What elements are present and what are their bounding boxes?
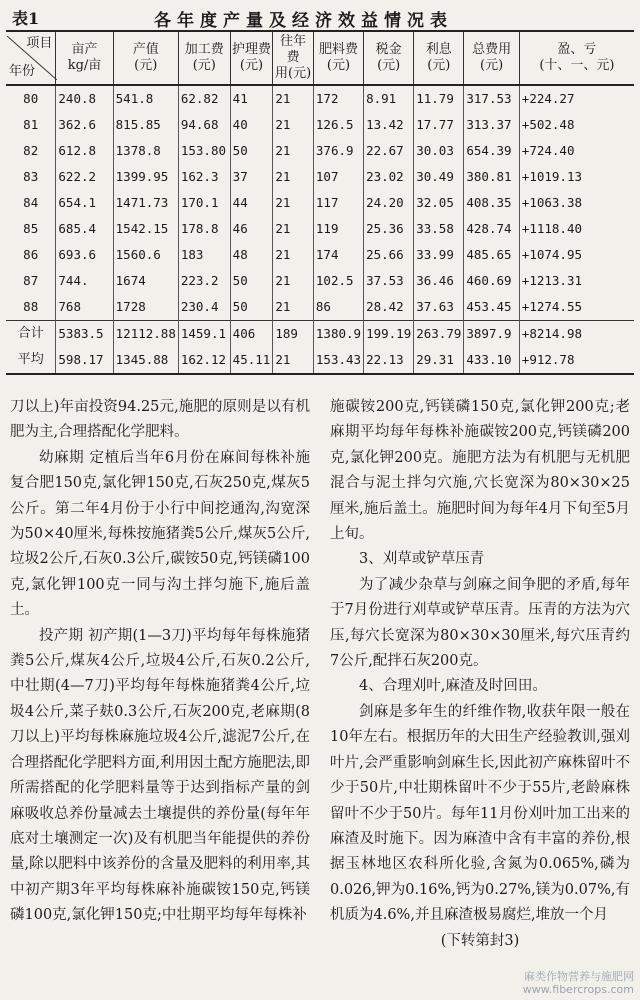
table-row	[6, 294, 634, 321]
table-cell: 28.42	[364, 294, 414, 321]
table-cell: 21	[273, 190, 314, 216]
table-cell: 654.1	[56, 190, 113, 216]
paragraph: 剑麻是多年生的纤维作物,收获年限一般在10年左右。根据历年的大田生产经验教训,强刈叶片,会严重影响剑麻生长,因此初产麻株留叶不少于50片,中壮期株留叶不少于55片,老龄麻株留叶不少于50片。每年11月份刈叶加工出来的麻渣及时施下。因为麻渣中含有丰富的养份,根据玉林地区农科所化验,含氮为0.065%,磷为0.026,钾为0.16%,钙为0.27%,镁为0.07%,有机质为4.6%,并且麻渣极易腐烂,堆放一个月	[330, 703, 630, 924]
table-cell: 598.17	[56, 347, 113, 374]
table-cell: 24.20	[364, 190, 414, 216]
row-label: 86	[23, 247, 39, 262]
corner-top-label: 项目	[26, 36, 53, 51]
table-cell: 1459.1	[178, 321, 230, 348]
table-cell: 622.2	[56, 164, 113, 190]
watermark-line-1: 麻类作物营养与施肥网	[524, 970, 634, 983]
table-cell: 1471.73	[113, 190, 178, 216]
row-label: 84	[23, 195, 39, 210]
table-cell: 768	[56, 294, 113, 321]
table-cell: 162.12	[178, 347, 230, 374]
table-cell: 172	[313, 85, 363, 112]
table-cell: +502.48	[519, 112, 634, 138]
column-header: 往年费 用(元)	[273, 31, 314, 85]
row-label: 80	[23, 91, 39, 106]
table-cell: 223.2	[178, 268, 230, 294]
table-cell: 189	[273, 321, 314, 348]
table-cell: 62.82	[178, 85, 230, 112]
paragraph: 投产期 初产期(1—3刀)平均每年每株施猪粪5公斤,煤灰4公斤,垃圾4公斤,石灰0.2公斤,中壮期(4—7刀)平均每年每株施猪粪4公斤,垃圾4公斤,菜子麸0.3公斤,石灰200克,老麻期(8刀以上)平均每株麻施垃圾4公斤,滤泥7公斤,在合理搭配化学肥料方面,利用因土配方施肥法,即所需搭配的化学肥料量等于达到指标产量的剑麻吸收总养份量减去土壤提供的养份量(每年年底对土壤测定一次)及有机肥当年能提供的养份量,除以肥料中该养份的含量及肥料的利用率,其中初产期3年平均每株麻补施碳铵150克,钙镁磷100克,氯化钾150克;中壮期平均每年每株补	[10, 627, 310, 924]
table-cell: 102.5	[313, 268, 363, 294]
table-cell: 8.91	[364, 85, 414, 112]
table-number: 表1	[12, 9, 40, 28]
row-label: 82	[23, 143, 39, 158]
table-cell: 37	[230, 164, 273, 190]
yield-economics-table	[6, 30, 634, 375]
column-header: 总费用 (元)	[464, 31, 519, 85]
table-cell: +724.40	[519, 138, 634, 164]
table-cell: +1118.40	[519, 216, 634, 242]
table-row	[6, 268, 634, 294]
table-cell: 48	[230, 242, 273, 268]
table-cell: 25.36	[364, 216, 414, 242]
table-cell: 1728	[113, 294, 178, 321]
table-cell: 362.6	[56, 112, 113, 138]
corner-header	[6, 31, 56, 85]
body-column-left	[10, 395, 310, 929]
table-cell: 744.	[56, 268, 113, 294]
table-cell: 21	[273, 294, 314, 321]
row-label: 81	[23, 117, 39, 132]
table-cell: 21	[273, 268, 314, 294]
table-cell: 815.85	[113, 112, 178, 138]
table-cell: 1378.8	[113, 138, 178, 164]
paragraph: 幼麻期 定植后当年6月份在麻间每株补施复合肥150克,氯化钾150克,石灰250克,煤灰5公斤。第二年4月份于小行中间挖通沟,沟宽深为50×40厘米,每株按施猪粪5公斤,煤灰5公斤,垃圾2公斤,石灰0.3公斤,碳铵50克,钙镁磷100克,氯化钾100克一同与沟土拌匀施下,施后盖土。	[10, 449, 310, 619]
table-cell: 33.58	[414, 216, 464, 242]
table-cell: 541.8	[113, 85, 178, 112]
table-row	[6, 321, 634, 348]
table-cell: 22.67	[364, 138, 414, 164]
table-cell: 50	[230, 138, 273, 164]
table-cell: 460.69	[464, 268, 519, 294]
table-cell: 406	[230, 321, 273, 348]
table-cell: 199.19	[364, 321, 414, 348]
table-cell: 313.37	[464, 112, 519, 138]
row-label: 85	[23, 221, 39, 236]
table-cell: 428.74	[464, 216, 519, 242]
table-cell: 21	[273, 216, 314, 242]
column-header: 加工费 (元)	[178, 31, 230, 85]
table-cell: 1380.9	[313, 321, 363, 348]
table-cell: 21	[273, 85, 314, 112]
table-cell: 240.8	[56, 85, 113, 112]
table-cell: 12112.88	[113, 321, 178, 348]
table-cell: 153.80	[178, 138, 230, 164]
table-cell: 45.11	[230, 347, 273, 374]
table-cell: 33.99	[414, 242, 464, 268]
table-header-row	[6, 31, 634, 85]
table-cell: 36.46	[414, 268, 464, 294]
table-cell: 119	[313, 216, 363, 242]
table-cell: 1560.6	[113, 242, 178, 268]
table-cell: 612.8	[56, 138, 113, 164]
table-cell: 11.79	[414, 85, 464, 112]
table-cell: 380.81	[464, 164, 519, 190]
table-row	[6, 347, 634, 374]
row-label: 87	[23, 273, 39, 288]
table-cell: 685.4	[56, 216, 113, 242]
table-cell: 32.05	[414, 190, 464, 216]
table-cell: 37.53	[364, 268, 414, 294]
table-cell: 30.03	[414, 138, 464, 164]
table-cell: 44	[230, 190, 273, 216]
table-cell: 162.3	[178, 164, 230, 190]
table-cell: 22.13	[364, 347, 414, 374]
table-row	[6, 216, 634, 242]
table-cell: +1213.31	[519, 268, 634, 294]
table-row	[6, 190, 634, 216]
paragraph: 为了减少杂草与剑麻之间争肥的矛盾,每年于7月份进行刈草或铲草压青。压青的方法为穴压,每穴长宽深为80×30×30厘米,每穴压青约7公斤,配拌石灰200克。	[330, 576, 630, 670]
continuation-note: (下转第封3)	[440, 932, 520, 949]
table-cell: 23.02	[364, 164, 414, 190]
table-cell: 453.45	[464, 294, 519, 321]
table-cell: 21	[273, 347, 314, 374]
table-cell: 174	[313, 242, 363, 268]
table-cell: 46	[230, 216, 273, 242]
table-cell: 37.63	[414, 294, 464, 321]
column-header: 利息 (元)	[414, 31, 464, 85]
row-label: 平均	[6, 347, 56, 374]
table-cell: 50	[230, 294, 273, 321]
table-cell: +1063.38	[519, 190, 634, 216]
table-row	[6, 85, 634, 112]
body-column-right	[330, 395, 630, 954]
table-title: 各年度产量及经济效益情况表	[154, 11, 453, 31]
table-cell: 317.53	[464, 85, 519, 112]
column-header: 护理费 (元)	[230, 31, 273, 85]
site-watermark	[523, 970, 634, 996]
table-cell: 3897.9	[464, 321, 519, 348]
table-cell: 86	[313, 294, 363, 321]
table-caption	[4, 4, 636, 30]
table-cell: 21	[273, 164, 314, 190]
table-cell: 25.66	[364, 242, 414, 268]
row-label: 83	[23, 169, 39, 184]
table-cell: +1074.95	[519, 242, 634, 268]
table-cell: 41	[230, 85, 273, 112]
table-row	[6, 242, 634, 268]
table-cell: 485.65	[464, 242, 519, 268]
table-cell: 654.39	[464, 138, 519, 164]
table-row	[6, 112, 634, 138]
table-cell: 21	[273, 112, 314, 138]
table-cell: 30.49	[414, 164, 464, 190]
table-cell: 433.10	[464, 347, 519, 374]
paragraph: 刀以上)年亩投资94.25元,施肥的原则是以有机肥为主,合理搭配化学肥料。	[10, 399, 310, 441]
section-heading: 4、合理刈叶,麻渣及时回田。	[359, 678, 547, 695]
column-header: 亩产 kg/亩	[56, 31, 113, 85]
paragraph: 施碳铵200克,钙镁磷150克,氯化钾200克;老麻期平均每年每株补施碳铵200克,钙镁磷200克,氯化钾200克。施肥方法为有机肥与无机肥混合与泥土拌匀穴施,穴长宽深为80×30×25厘米,施后盖土。施肥时间为每年4月下旬至5月上旬。	[330, 399, 630, 543]
table-cell: 1674	[113, 268, 178, 294]
table-cell: 263.79	[414, 321, 464, 348]
column-header: 盈、亏 (十、一、元)	[519, 31, 634, 85]
table-cell: +1274.55	[519, 294, 634, 321]
table-cell: 50	[230, 268, 273, 294]
table-cell: 408.35	[464, 190, 519, 216]
section-heading: 3、刈草或铲草压青	[359, 551, 485, 568]
table-cell: 1542.15	[113, 216, 178, 242]
table-cell: +1019.13	[519, 164, 634, 190]
table-body	[6, 85, 634, 374]
watermark-line-2: www.fibercrops.com	[522, 983, 634, 996]
table-cell: 107	[313, 164, 363, 190]
column-header: 产值 (元)	[113, 31, 178, 85]
column-header: 肥料费 (元)	[313, 31, 363, 85]
table-cell: 94.68	[178, 112, 230, 138]
table-cell: 230.4	[178, 294, 230, 321]
table-cell: 21	[273, 242, 314, 268]
table-cell: 117	[313, 190, 363, 216]
table-cell: 183	[178, 242, 230, 268]
table-cell: 17.77	[414, 112, 464, 138]
table-row	[6, 164, 634, 190]
table-cell: 21	[273, 138, 314, 164]
row-label: 合计	[6, 321, 56, 348]
row-label: 88	[23, 299, 39, 314]
table-cell: 126.5	[313, 112, 363, 138]
table-cell: 29.31	[414, 347, 464, 374]
corner-bottom-label: 年份	[9, 64, 36, 79]
table-cell: +8214.98	[519, 321, 634, 348]
table-row	[6, 138, 634, 164]
table-cell: 693.6	[56, 242, 113, 268]
table-cell: 40	[230, 112, 273, 138]
table-cell: 170.1	[178, 190, 230, 216]
table-cell: +912.78	[519, 347, 634, 374]
table-cell: 376.9	[313, 138, 363, 164]
table-cell: 1345.88	[113, 347, 178, 374]
table-cell: 1399.95	[113, 164, 178, 190]
table-cell: 13.42	[364, 112, 414, 138]
table-cell: 5383.5	[56, 321, 113, 348]
column-header: 税金 (元)	[364, 31, 414, 85]
table-cell: 178.8	[178, 216, 230, 242]
table-cell: 153.43	[313, 347, 363, 374]
table-cell: +224.27	[519, 85, 634, 112]
